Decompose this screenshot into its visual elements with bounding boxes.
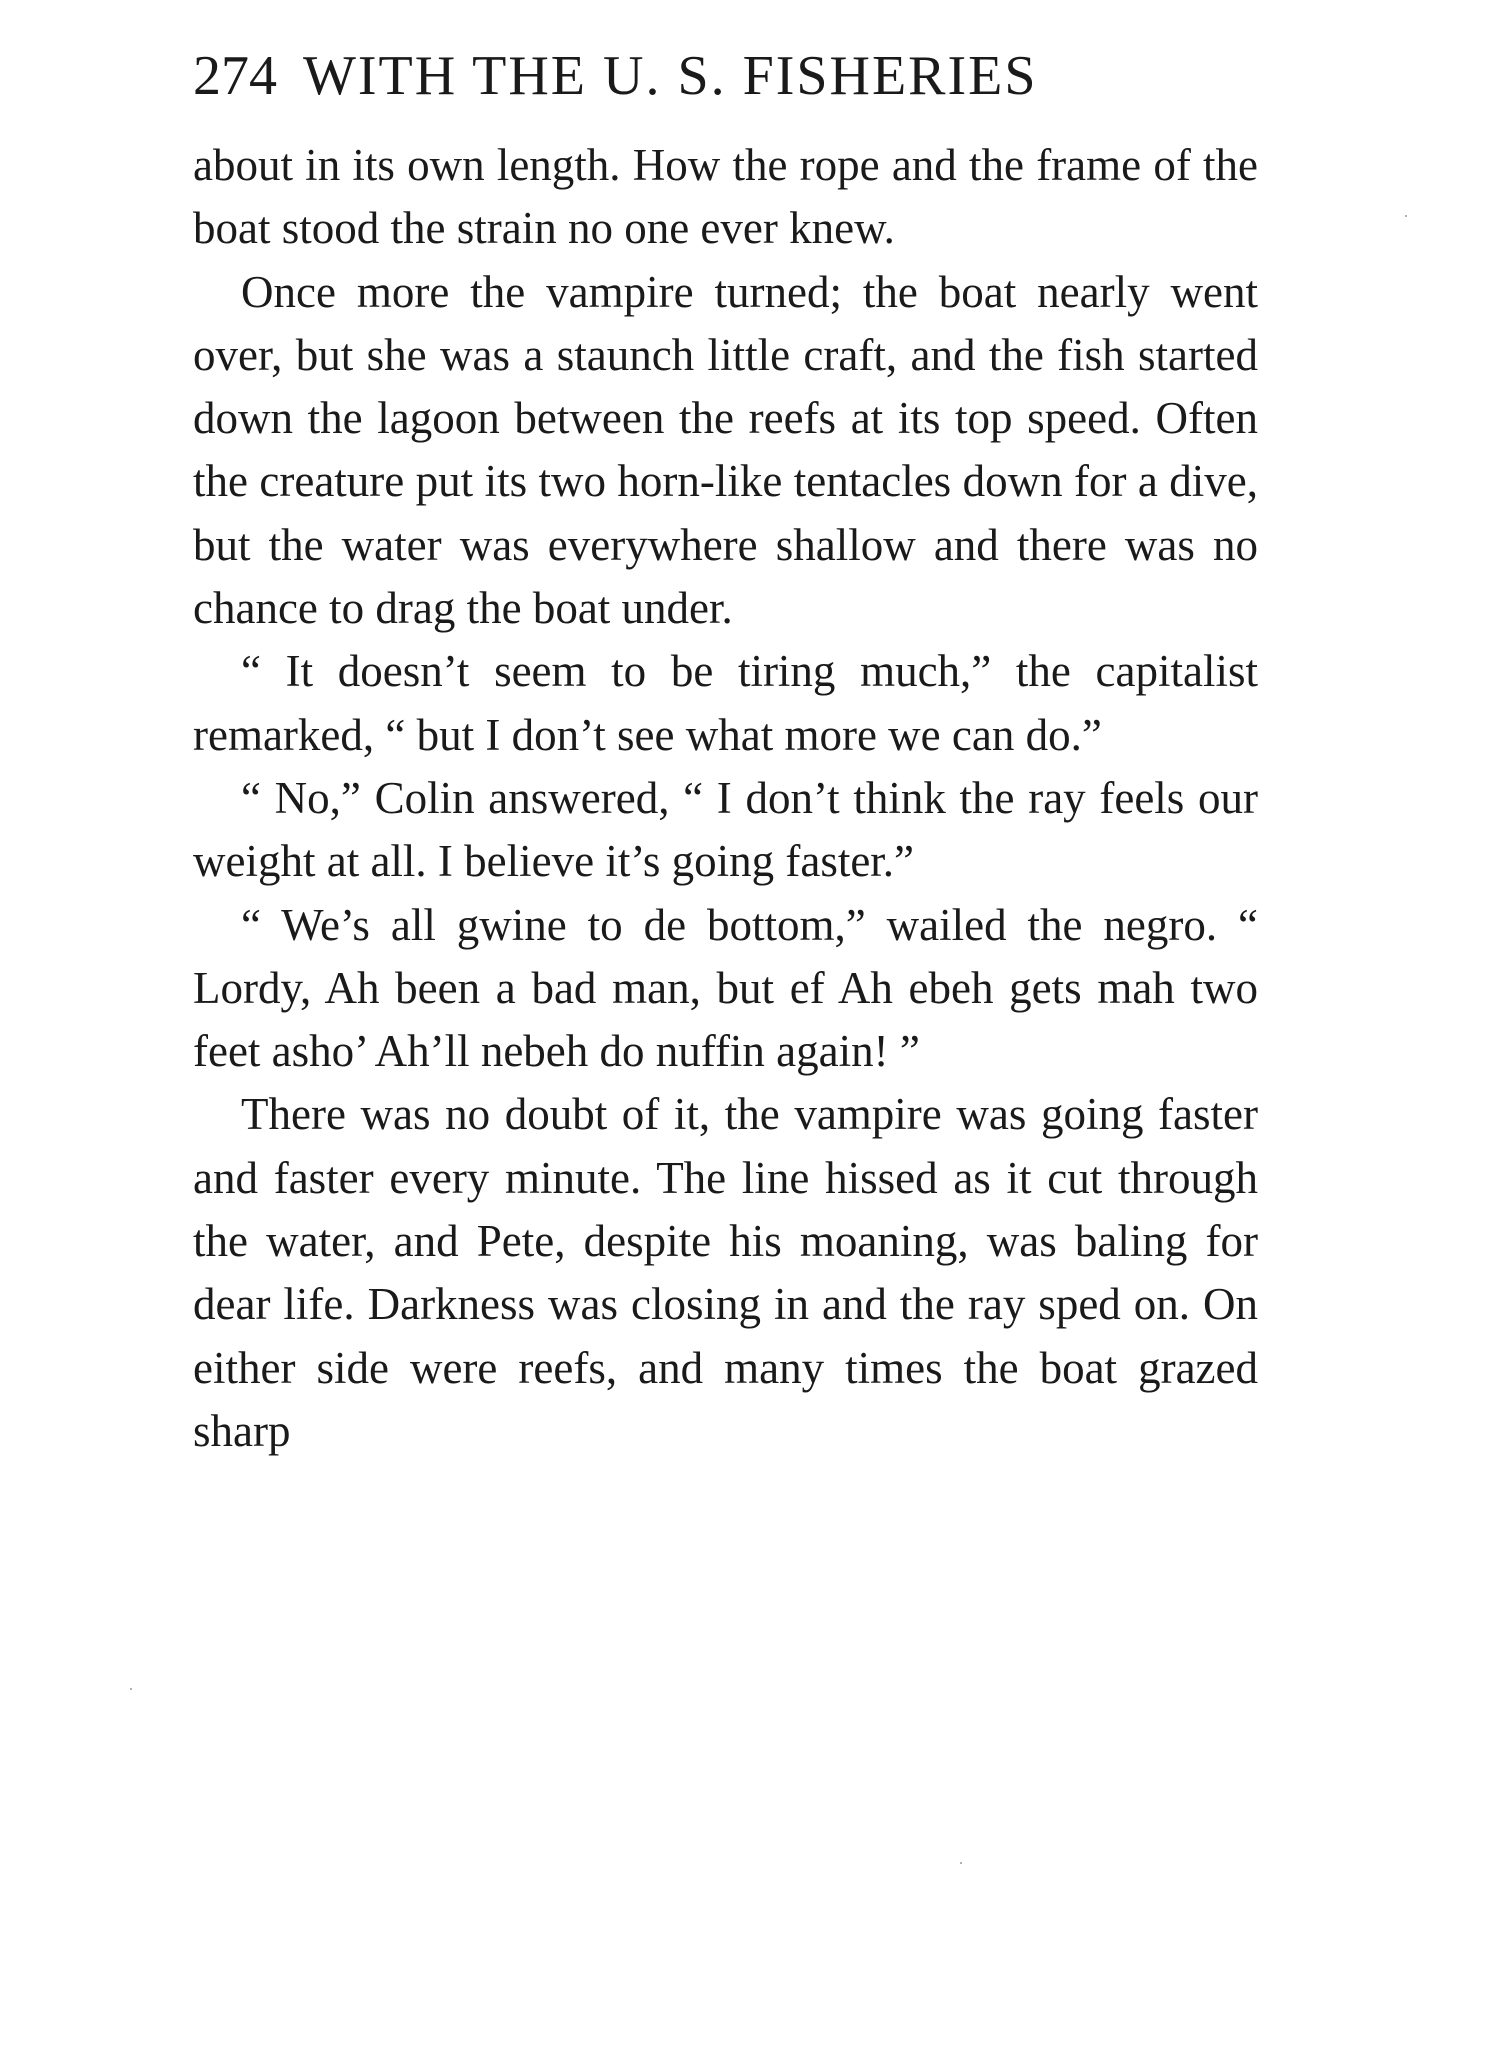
- page-number: 274: [193, 45, 277, 107]
- body-text: [193, 134, 1258, 1463]
- paragraph: Once more the vampire turned; the boat nearly went over, but she was a staunch little craft, and the fish started down the lagoon between the reefs at its top speed. Often the creature put its two horn-like tentacles down for a dive, but the water was everywhere shallow and there was no chance to drag the boat under.: [193, 266, 1258, 634]
- paragraph: “ No,” Colin answered, “ I don’t think the ray feels our weight at all. I believe it’s going faster.”: [193, 772, 1258, 887]
- paragraph: There was no doubt of it, the vampire was going faster and faster every minute. The line hissed as it cut through the water, and Pete, despite his moaning, was baling for dear life. Darkness was closing in and the ray sped on. On either side were reefs, and many times the boat grazed sharp: [193, 1089, 1258, 1456]
- paper-speck: [960, 1862, 962, 1864]
- running-head: [193, 40, 1258, 112]
- paragraph: about in its own length. How the rope and the frame of the boat stood the strain no one ever knew.: [193, 140, 1258, 254]
- paragraph: “ It doesn’t seem to be tiring much,” the capitalist remarked, “ but I don’t see what more we can do.”: [193, 646, 1258, 760]
- running-title: WITH THE U. S. FISHERIES: [303, 45, 1038, 107]
- paper-speck: [1405, 215, 1407, 217]
- paragraph: “ We’s all gwine to de bottom,” wailed the negro. “ Lordy, Ah been a bad man, but ef Ah ebeh gets mah two feet asho’ Ah’ll nebeh do nuffin again! ”: [193, 899, 1258, 1077]
- paper-speck: [130, 1688, 132, 1690]
